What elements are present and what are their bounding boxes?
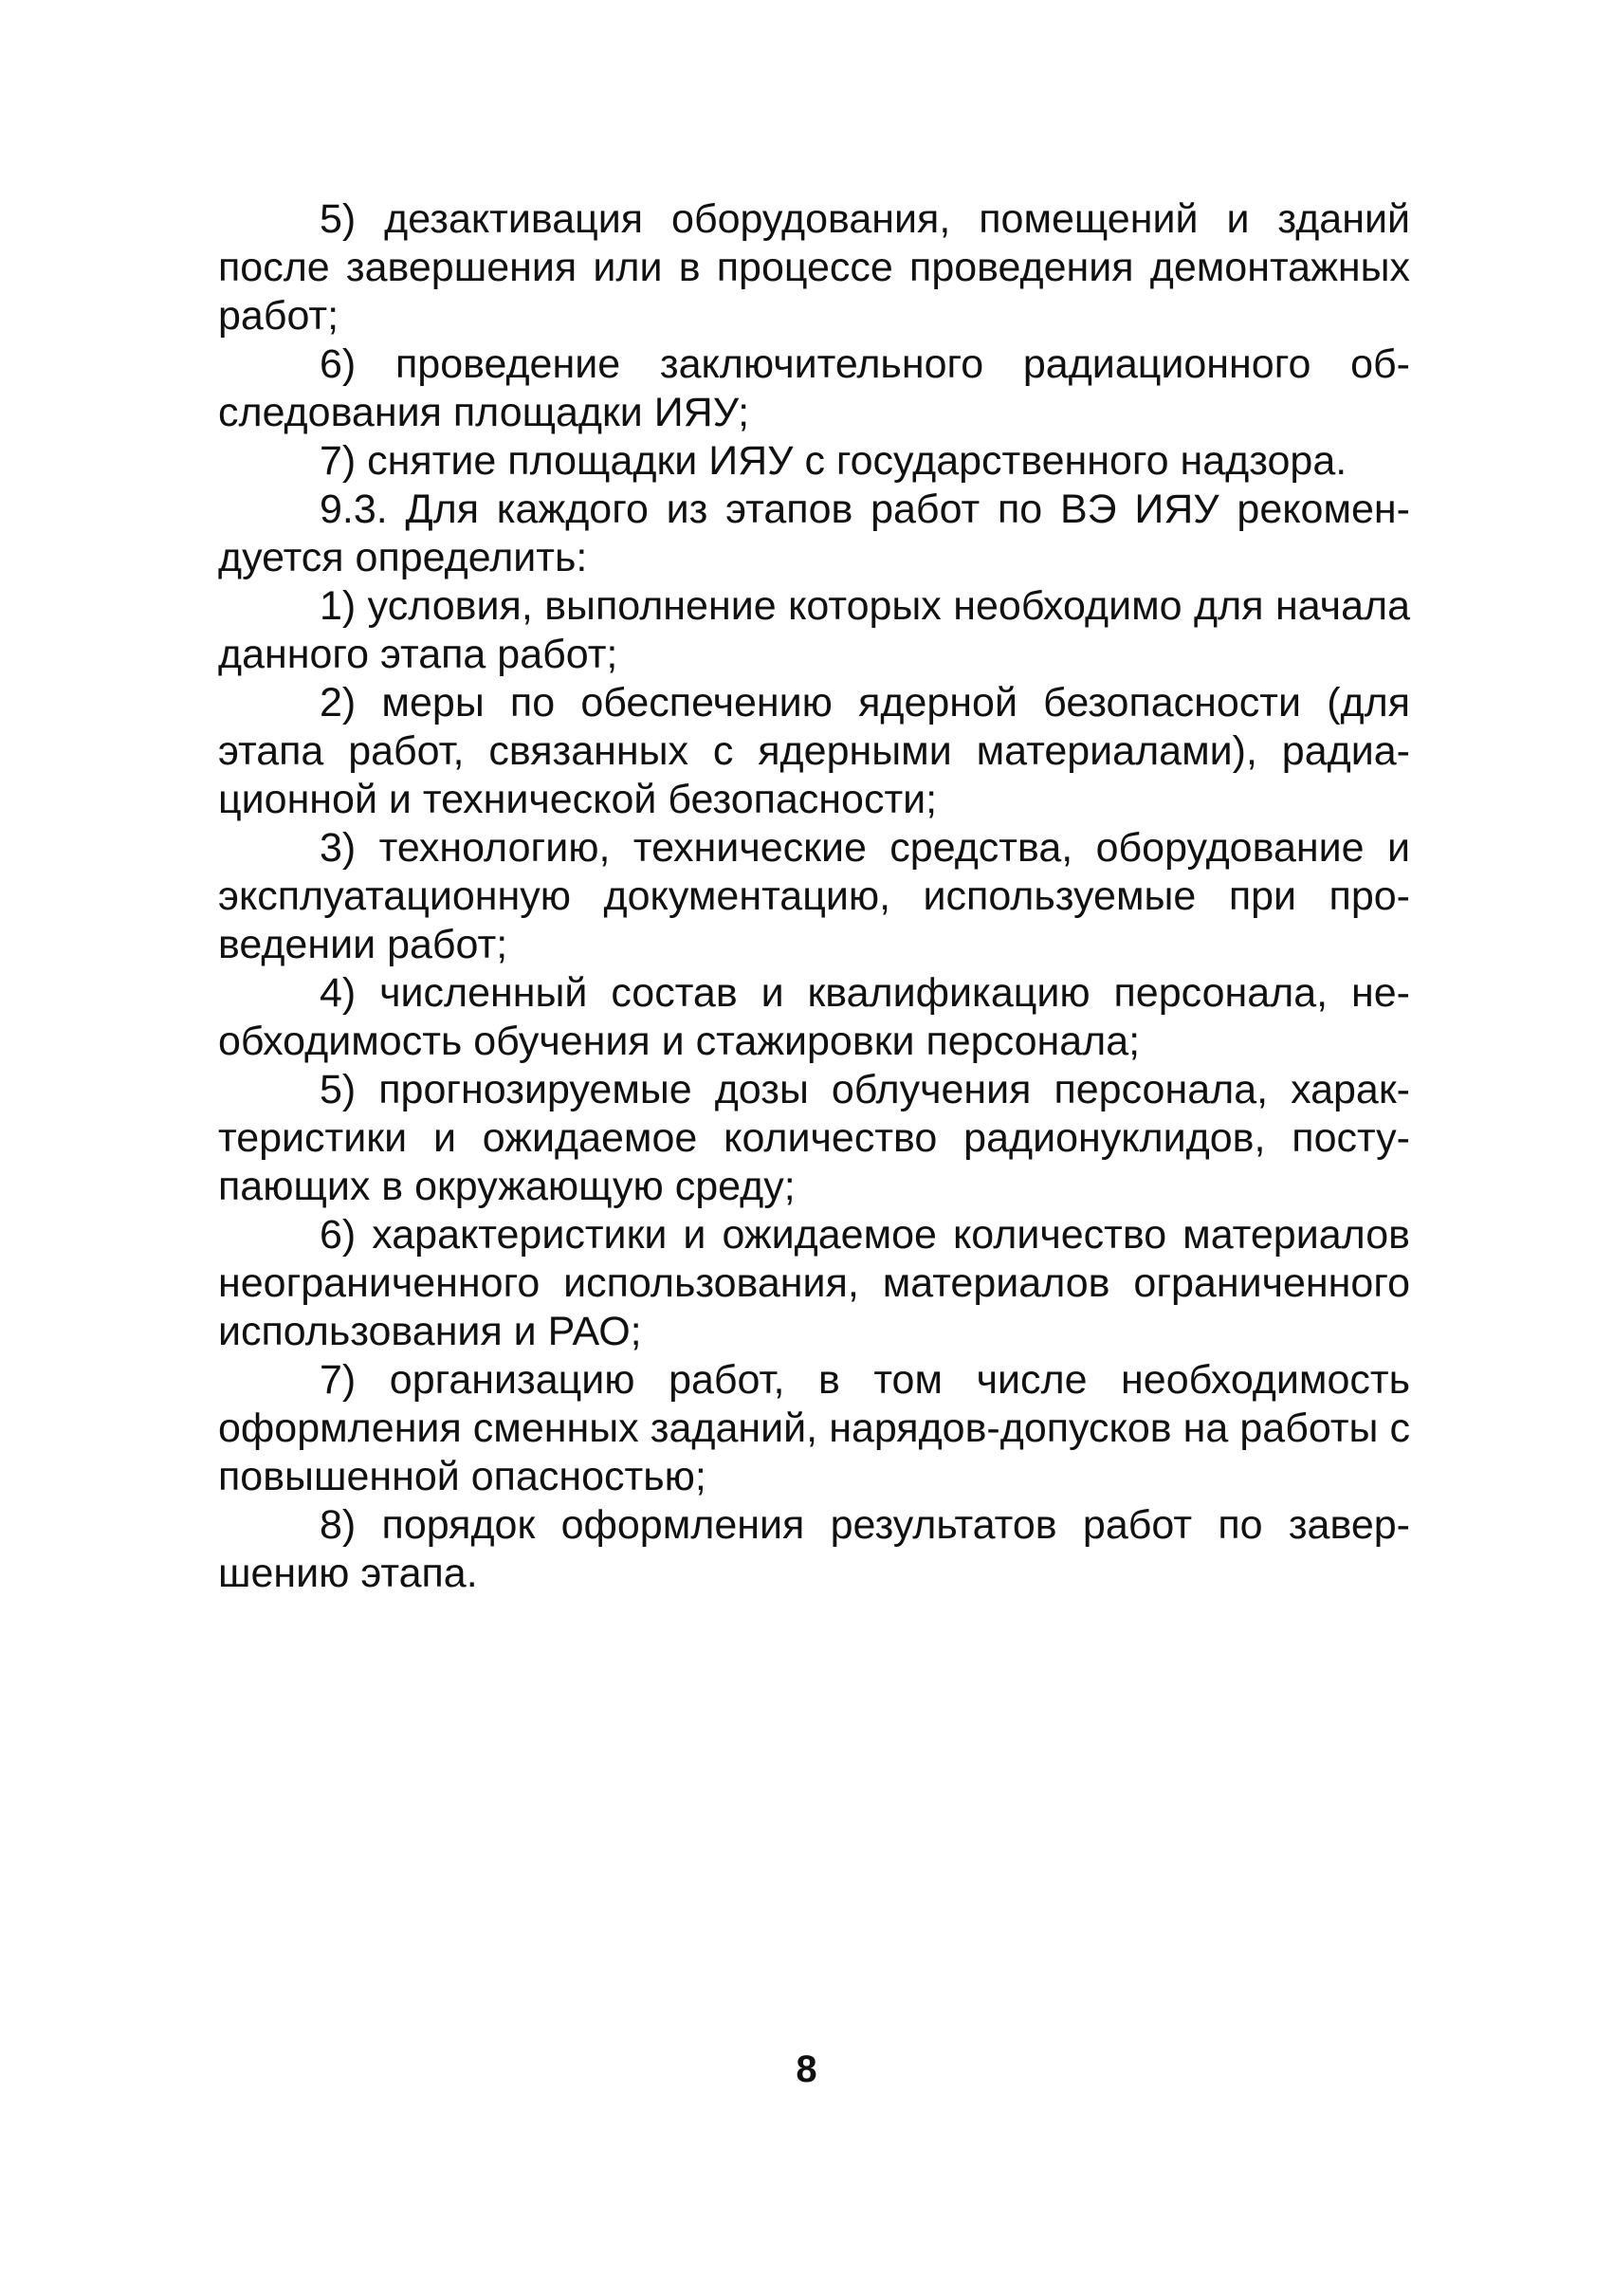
list-item: 3) технологию, технические средства, оборудование и эксплуатационную документацию, используемые при проведении работ; xyxy=(218,825,1410,967)
list-item: 6) характеристики и ожидаемое количество материалов неограниченного использования, материалов ограниченного использования и РАО; xyxy=(218,1212,1410,1354)
section-paragraph: 9.3. Для каждого из этапов работ по ВЭ ИЯУ рекомендуется определить: xyxy=(218,487,1410,580)
page-number: 8 xyxy=(796,2048,817,2090)
list-item: 7) организацию работ, в том числе необходимость оформления сменных заданий, нарядов-допусков на работы с повышенной опасностью; xyxy=(218,1357,1410,1499)
list-item: 5) дезактивация оборудования, помещений и зданий после завершения или в процессе проведения демонтажных работ; xyxy=(218,196,1410,339)
list-item: 4) численный состав и квалификацию персонала, необходимость обучения и стажировки персонала; xyxy=(218,970,1410,1064)
list-item: 2) меры по обеспечению ядерной безопасности (для этапа работ, связанных с ядерными материалами), радиационной и технической безопасности; xyxy=(218,680,1410,822)
list-item: 5) прогнозируемые дозы облучения персонала, характеристики и ожидаемое количество радионуклидов, поступающих в окружающую среду; xyxy=(218,1067,1410,1209)
list-item: 1) условия, выполнение которых необходимо для начала данного этапа работ; xyxy=(218,583,1410,677)
list-item: 8) порядок оформления результатов работ по завершению этапа. xyxy=(218,1502,1410,1596)
list-item: 6) проведение заключительного радиационного обследования площадки ИЯУ; xyxy=(218,341,1410,435)
body-text xyxy=(218,195,1410,1598)
list-item: 7) снятие площадки ИЯУ с государственного надзора. xyxy=(320,438,1347,484)
